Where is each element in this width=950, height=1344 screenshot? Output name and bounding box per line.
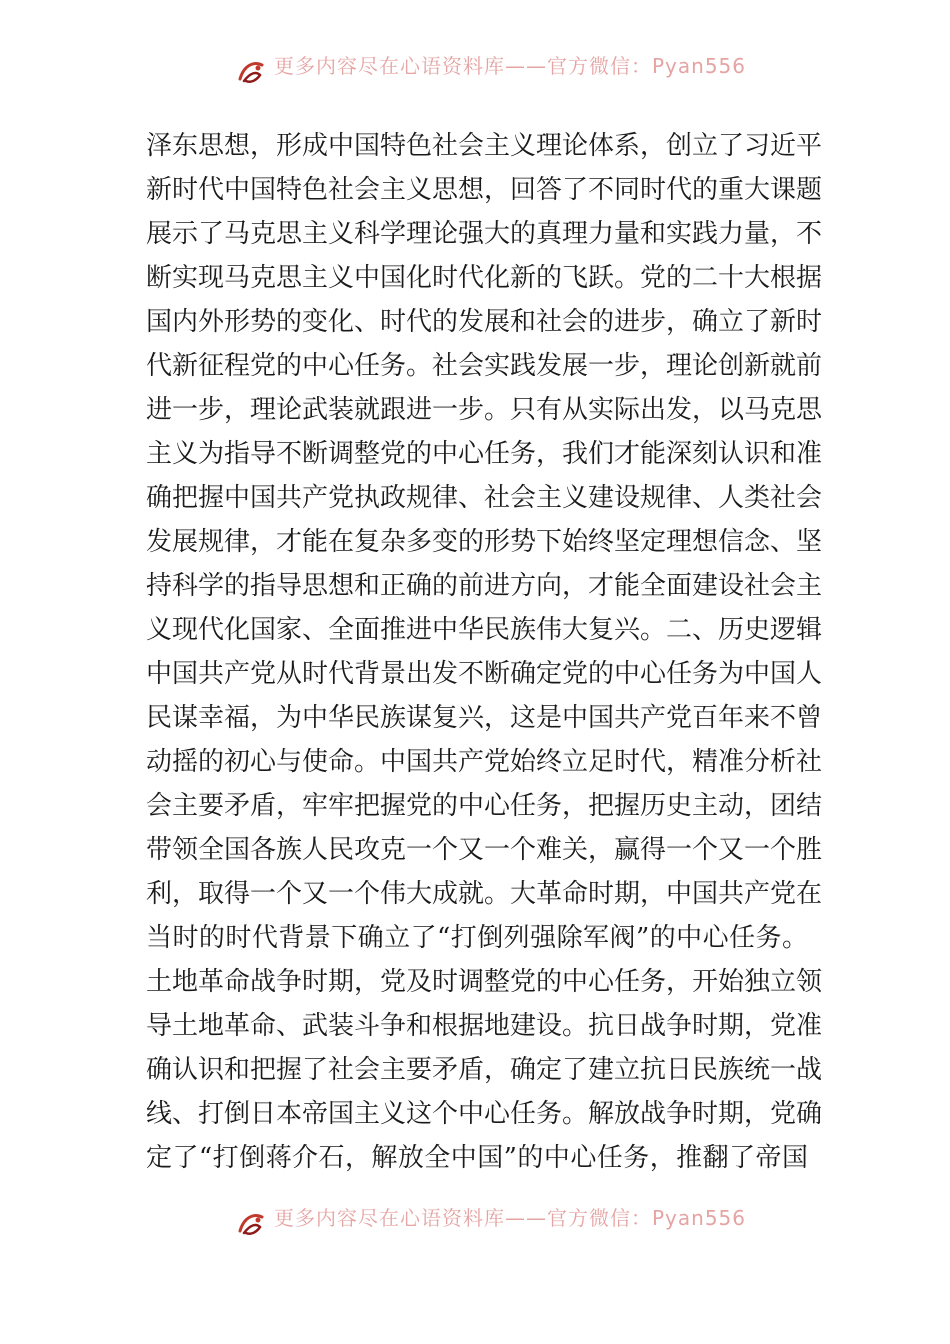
text-line: 泽东思想，形成中国特色社会主义理论体系，创立了习近平 [146,131,823,161]
text-line: 断实现马克思主义中国化时代化新的飞跃。党的二十大根据 [146,263,823,293]
text-line: 义现代化国家、全面推进中华民族伟大复兴。二、历史逻辑 [146,615,823,645]
text-line: 确认识和把握了社会主要矛盾，确定了建立抗日民族统一战 [146,1055,823,1085]
text-line: 定了“打倒蒋介石，解放全中国”的中心任务，推翻了帝国 [146,1143,808,1173]
brand-logo-icon [236,1211,266,1237]
text-line: 展示了马克思主义科学理论强大的真理力量和实践力量，不 [146,219,823,249]
text-line: 导土地革命、武装斗争和根据地建设。抗日战争时期，党准 [146,1011,823,1041]
watermark-text: 更多内容尽在心语资料库——官方微信：Pyan556 [274,1205,747,1230]
text-line: 线、打倒日本帝国主义这个中心任务。解放战争时期，党确 [146,1099,823,1129]
header-watermark-banner [0,52,950,92]
text-line: 动摇的初心与使命。中国共产党始终立足时代，精准分析社 [146,747,823,777]
brand-logo-icon [236,59,266,85]
text-line: 新时代中国特色社会主义思想，回答了不同时代的重大课题 [146,175,823,205]
text-line: 持科学的指导思想和正确的前进方向，才能全面建设社会主 [146,571,823,601]
text-line: 利，取得一个又一个伟大成就。大革命时期，中国共产党在 [146,879,823,909]
text-line: 代新征程党的中心任务。社会实践发展一步，理论创新就前 [146,351,823,381]
text-line: 发展规律，才能在复杂多变的形势下始终坚定理想信念、坚 [146,527,823,557]
text-line: 民谋幸福，为中华民族谋复兴，这是中国共产党百年来不曾 [146,703,823,733]
text-line: 带领全国各族人民攻克一个又一个难关，赢得一个又一个胜 [146,835,823,865]
text-line: 进一步，理论武装就跟进一步。只有从实际出发，以马克思 [146,395,823,425]
text-line: 国内外形势的变化、时代的发展和社会的进步，确立了新时 [146,307,823,337]
text-line: 土地革命战争时期，党及时调整党的中心任务，开始独立领 [146,967,823,997]
text-line: 会主要矛盾，牢牢把握党的中心任务，把握历史主动，团结 [146,791,823,821]
text-line: 当时的时代背景下确立了“打倒列强除军阀”的中心任务。 [146,923,808,953]
document-body [146,124,823,1180]
text-line: 确把握中国共产党执政规律、社会主义建设规律、人类社会 [146,483,823,513]
footer-watermark-banner [0,1204,950,1244]
text-line: 中国共产党从时代背景出发不断确定党的中心任务为中国人 [146,659,823,689]
watermark-text: 更多内容尽在心语资料库——官方微信：Pyan556 [274,53,747,78]
text-line: 主义为指导不断调整党的中心任务，我们才能深刻认识和准 [146,439,823,469]
